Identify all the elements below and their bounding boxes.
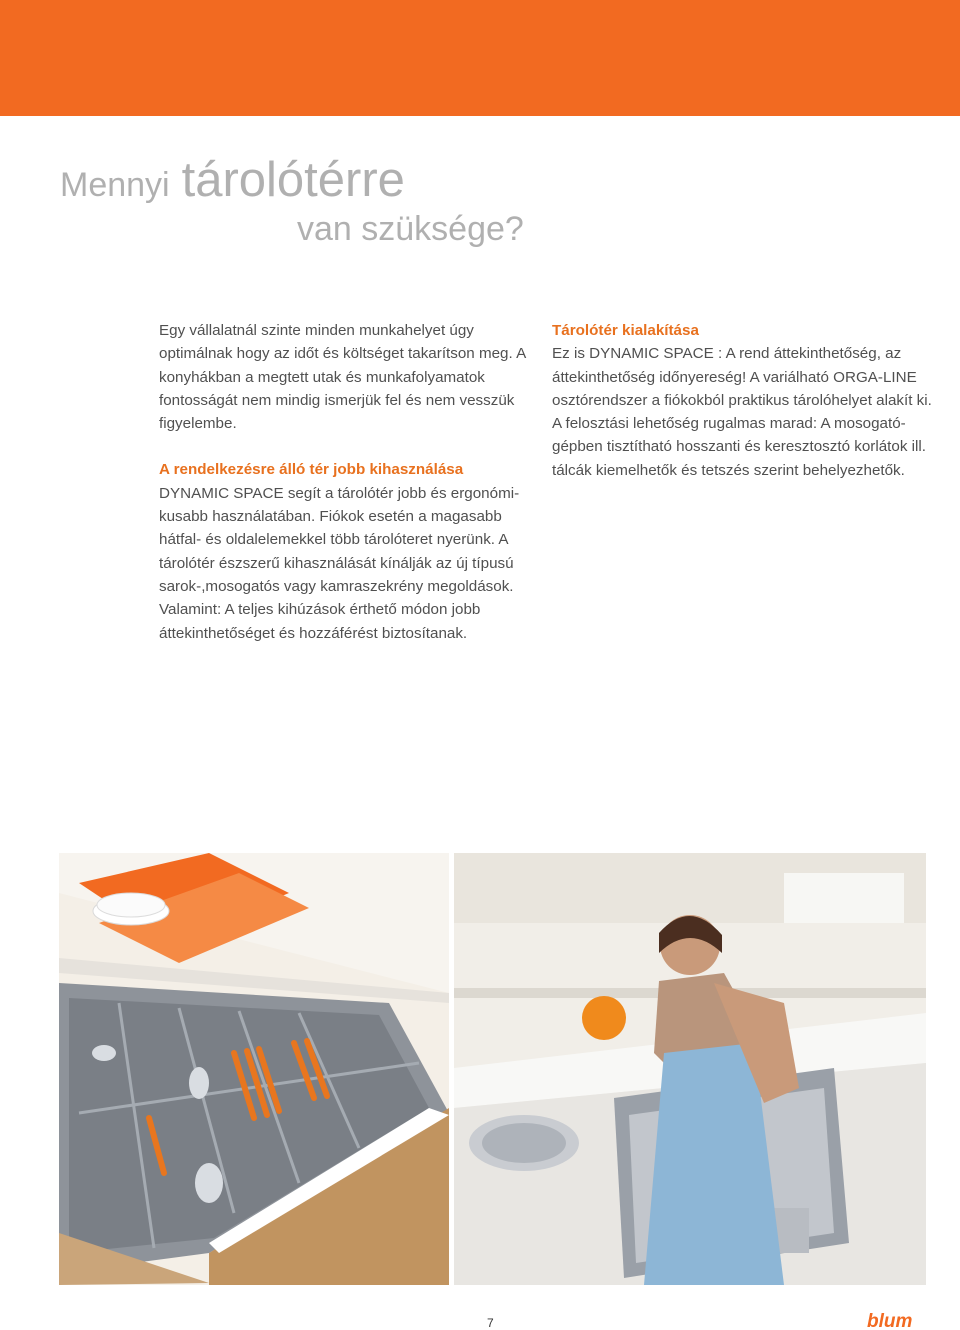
top-color-bar <box>0 0 960 116</box>
page-title <box>60 152 405 208</box>
space-paragraph: DYNAMIC SPACE segít a tárolótér jobb és ergonómikusabb használatában. Fiókok esetén a magasabb hátfal- és oldalelemekkel több tárolóteret nyerünk. A tárolótér észszerű kihasználását kínálják az új típusú sarok-,mosogatós vagy kamraszekrény megoldások. Valamint: A teljes kihúzások érthető módon jobb áttekinthetőséget és hozzáférést biztosítanak. <box>159 484 520 642</box>
kitchen-woman-photo <box>454 853 926 1285</box>
title-word-mennyi: Mennyi <box>60 166 170 204</box>
page-subtitle: van szüksége? <box>297 210 524 248</box>
title-word-tarolo: tárolótérre <box>181 153 405 207</box>
drawer-organizer-photo <box>59 853 449 1285</box>
right-text-column <box>552 319 937 482</box>
section-heading-storage: Tárolótér kialakítása <box>552 322 699 339</box>
storage-paragraph: Ez is DYNAMIC SPACE : A rend áttekinthetőség, az áttekinthetőség időnyereség! A variálható ORGA-LINE osztórendszer a fiókokból praktikus tárolóhelyet alakít ki. A felosztási lehetőség rugalmas marad: A mosogatógépben tisztítható hosszanti és keresztosztó korlátok ill. tálcák kiemelhetők és tetszés szerint behelyezhetők. <box>552 345 932 479</box>
svg-text:blum: blum <box>867 1311 913 1330</box>
left-text-column <box>159 319 529 645</box>
blum-logo-icon <box>865 1310 929 1330</box>
intro-paragraph: Egy vállalatnál szinte minden munkahelyet úgy optimálnak hogy az időt és költséget takarítson meg. A konyhákban a megtett utak és munkafolyamatok fontosságát nem mindig ismerjük fel és nem vesszük figyelembe. <box>159 322 526 433</box>
section-heading-space: A rendelkezésre álló tér jobb kihasználása <box>159 461 464 479</box>
page-number: 7 <box>487 1316 494 1330</box>
